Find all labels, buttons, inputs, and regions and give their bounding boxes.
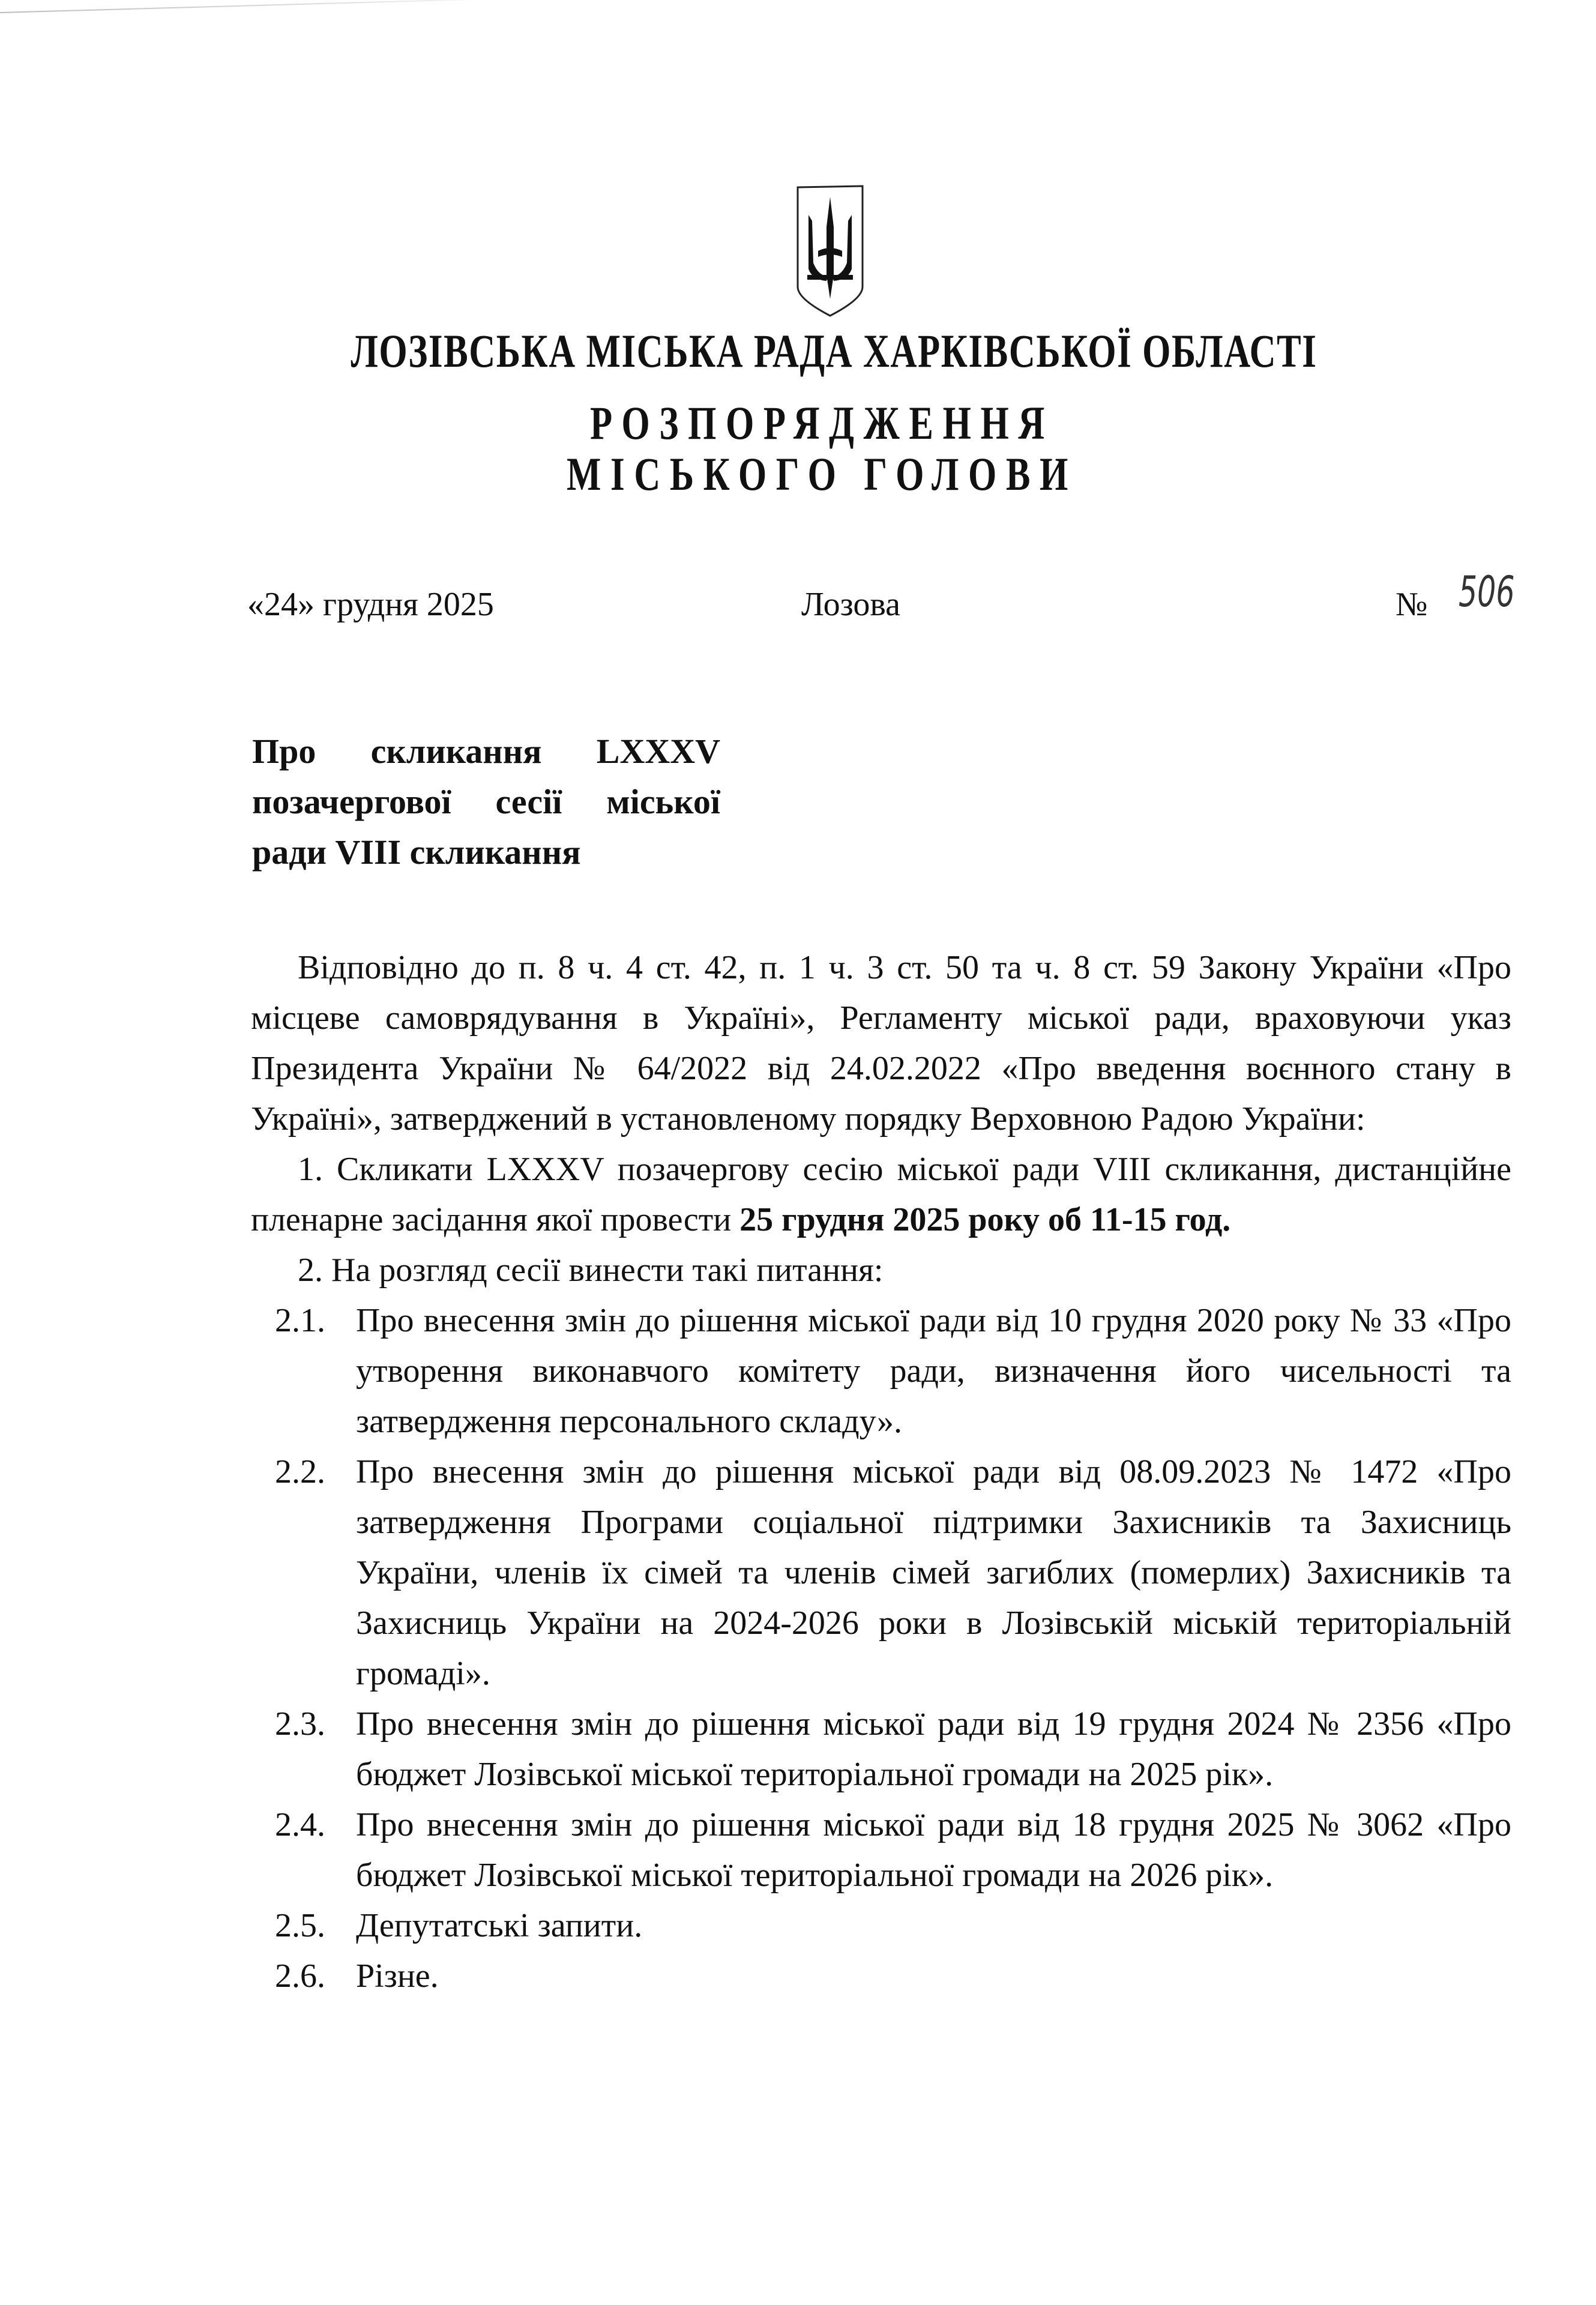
agenda-item-number: 2.6. [275,1957,325,1995]
agenda-item-text: Про внесення змін до рішення міської ради від 08.09.2023 № 1472 «Про затвердження Програми соціальної підтримки Захисників та Захисниць України, членів їх сімей та членів сімей загиблих (померлих) Захисників та Захисниць України на 2024-2026 роки в Лозівській міській територіальній громаді». [356,1453,1511,1692]
agenda-item [251,1699,1511,1800]
agenda-item [251,1951,1511,2001]
agenda-item-number: 2.2. [275,1453,325,1490]
point-2: 2. На розгляд сесії винести такі питання: [298,1252,884,1289]
document-type-line1: РОЗПОРЯДЖЕННЯ [590,397,1054,449]
agenda-item [251,1800,1511,1900]
agenda-item-number: 2.5. [275,1907,325,1944]
agenda-item-number: 2.1. [275,1302,325,1339]
ukraine-trident-emblem-icon [794,185,866,317]
agenda-item-text: Про внесення змін до рішення міської ради від 10 грудня 2020 року № 33 «Про утворення виконавчого комітету ради, визначення його чисельності та затвердження персонального складу». [356,1302,1511,1440]
agenda-item-text: Різне. [356,1957,439,1995]
agenda-item [251,1295,1511,1447]
document-city: Лозова [801,586,900,623]
point-1-text: 1. Скликати LXXXV позачергову сесію міської ради VIII скликання, дистанційне пленарне засідання якої провести [251,1151,1511,1238]
scan-artifact [0,0,540,13]
agenda-item-number: 2.3. [275,1705,325,1743]
preamble: Відповідно до п. 8 ч. 4 ст. 42, п. 1 ч. 3 ст. 50 та ч. 8 ст. 59 Закону України «Про місцеве самоврядування в Україні», Регламенту міської ради, враховуючи указ Президента України № 64/2022 від 24.02.2022 «Про введення воєнного стану в Україні», затверджений в установленому порядку Верховною Радою України: [251,949,1511,1137]
agenda-item [251,1447,1511,1699]
point-1 [251,1144,1511,1245]
agenda-item [251,1900,1511,1951]
document-subject: Про скликання LXXXV позачергової сесії міської ради VIII скликання [252,732,720,872]
organization-name: ЛОЗІВСЬКА МІСЬКА РАДА ХАРКІВСЬКОЇ ОБЛАСТІ [351,325,1317,377]
document-number-label: № [1396,586,1428,623]
document-number-handwritten: 506 [1459,567,1515,616]
document-type-line2: МІСЬКОГО ГОЛОВИ [567,448,1077,500]
agenda-item-text: Про внесення змін до рішення міської ради від 19 грудня 2024 № 2356 «Про бюджет Лозівської міської територіальної громади на 2025 рік». [356,1705,1511,1793]
document-body [251,942,1511,2001]
point-1-datetime: 25 грудня 2025 року об 11-15 год. [739,1201,1231,1238]
document-date: «24» грудня 2025 [247,586,494,623]
agenda-item-text: Про внесення змін до рішення міської ради від 18 грудня 2025 № 3062 «Про бюджет Лозівської міської територіальної громади на 2026 рік». [356,1806,1511,1894]
agenda-item-number: 2.4. [275,1806,325,1843]
agenda-item-text: Депутатські запити. [356,1907,643,1944]
